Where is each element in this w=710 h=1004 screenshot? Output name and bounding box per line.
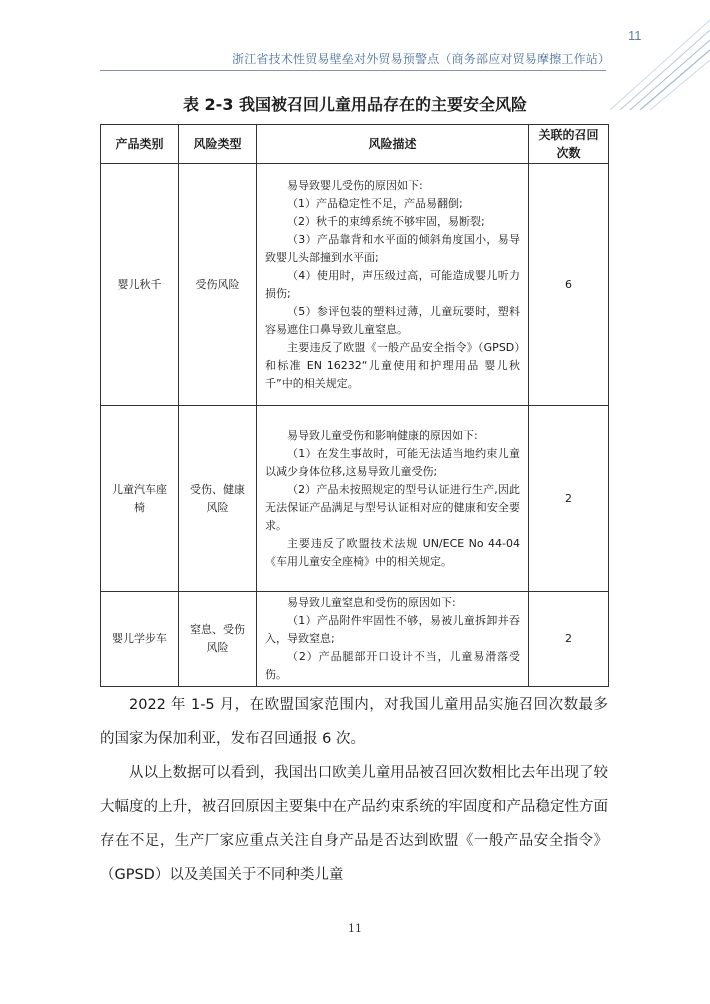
header-divider bbox=[100, 70, 606, 71]
desc-line: （2）产品腿部开口设计不当，儿童易滑落受伤。 bbox=[265, 650, 520, 681]
cell-risk-description bbox=[257, 164, 529, 406]
col-header-risk-description: 风险描述 bbox=[257, 125, 529, 164]
cell-recall-count: 2 bbox=[529, 592, 609, 687]
cell-recall-count: 6 bbox=[529, 164, 609, 406]
col-header-category: 产品类别 bbox=[101, 125, 179, 164]
col-header-risk-type: 风险类型 bbox=[179, 125, 257, 164]
table-header-row bbox=[101, 125, 609, 164]
table-title: 表 2-3 我国被召回儿童用品存在的主要安全风险 bbox=[182, 95, 528, 114]
recall-risk-table bbox=[100, 124, 609, 687]
table-row bbox=[101, 406, 609, 592]
desc-line: 主要违反了欧盟技术法规 UN/ECE No 44-04《车用儿童安全座椅》中的相关规定。 bbox=[265, 536, 520, 568]
desc-line: （1）产品附件牢固性不够，易被儿童拆卸并吞入，导致窒息; bbox=[265, 614, 520, 645]
desc-line: （2）秋千的束缚系统不够牢固，易断裂; bbox=[287, 214, 485, 228]
desc-line: （2）产品未按照规定的型号认证进行生产,因此无法保证产品满足与型号认证相对应的健康和安全要求。 bbox=[265, 482, 520, 532]
col-header-recall-count: 关联的召回次数 bbox=[529, 125, 609, 164]
cell-risk-type: 窒息、受伤风险 bbox=[179, 592, 257, 687]
cell-risk-type: 受伤风险 bbox=[179, 164, 257, 406]
running-header: 浙江省技术性贸易壁垒对外贸易预警点（商务部应对贸易摩擦工作站） bbox=[232, 52, 611, 66]
cell-recall-count: 2 bbox=[529, 406, 609, 592]
cell-risk-description bbox=[257, 592, 529, 687]
cell-risk-description bbox=[257, 406, 529, 592]
cell-category: 婴儿秋千 bbox=[101, 164, 179, 406]
corner-page-number: 11 bbox=[628, 28, 642, 43]
cell-category: 婴儿学步车 bbox=[101, 592, 179, 687]
cell-risk-type: 受伤、健康风险 bbox=[179, 406, 257, 592]
table-row bbox=[101, 164, 609, 406]
desc-line: 主要违反了欧盟《一般产品安全指令》（GPSD）和标准 EN 16232“儿童使用和护理用品 婴儿秋千”中的相关规定。 bbox=[265, 340, 520, 390]
desc-line: （5）参评包装的塑料过薄，儿童玩要时，塑料容易遮住口鼻导致儿童窒息。 bbox=[265, 304, 520, 336]
footer-page-number: 11 bbox=[348, 922, 362, 935]
body-paragraph: 2022 年 1-5 月，在欧盟国家范围内，对我国儿童用品实施召回次数最多的国家为保加利亚，发布召回通报 6 次。 bbox=[100, 697, 608, 747]
desc-line: 易导致儿童窒息和受伤的原因如下: bbox=[287, 596, 456, 609]
desc-line: （1）产品稳定性不足，产品易翻倒; bbox=[287, 196, 463, 210]
cell-category: 儿童汽车座椅 bbox=[101, 406, 179, 592]
desc-line: （1）在发生事故时，可能无法适当地约束儿童以减少身体位移,这易导致儿童受伤; bbox=[265, 446, 520, 478]
desc-line: 易导致婴儿受伤的原因如下: bbox=[287, 178, 423, 192]
desc-line: 易导致儿童受伤和影响健康的原因如下: bbox=[287, 428, 478, 442]
desc-line: （4）使用时，声压级过高，可能造成婴儿听力损伤; bbox=[265, 268, 520, 300]
body-paragraph: 从以上数据可以看到，我国出口欧美儿童用品被召回次数相比去年出现了较大幅度的上升，被召回原因主要集中在产品约束系统的牢固度和产品稳定性方面存在不足，生产厂家应重点关注自身产品是否达到欧盟《一般产品安全指令》（GPSD）以及美国关于不同种类儿童 bbox=[100, 765, 608, 883]
desc-line: （3）产品靠背和水平面的倾斜角度国小，易导致婴儿头部撞到水平面; bbox=[265, 232, 520, 264]
table-row bbox=[101, 592, 609, 687]
